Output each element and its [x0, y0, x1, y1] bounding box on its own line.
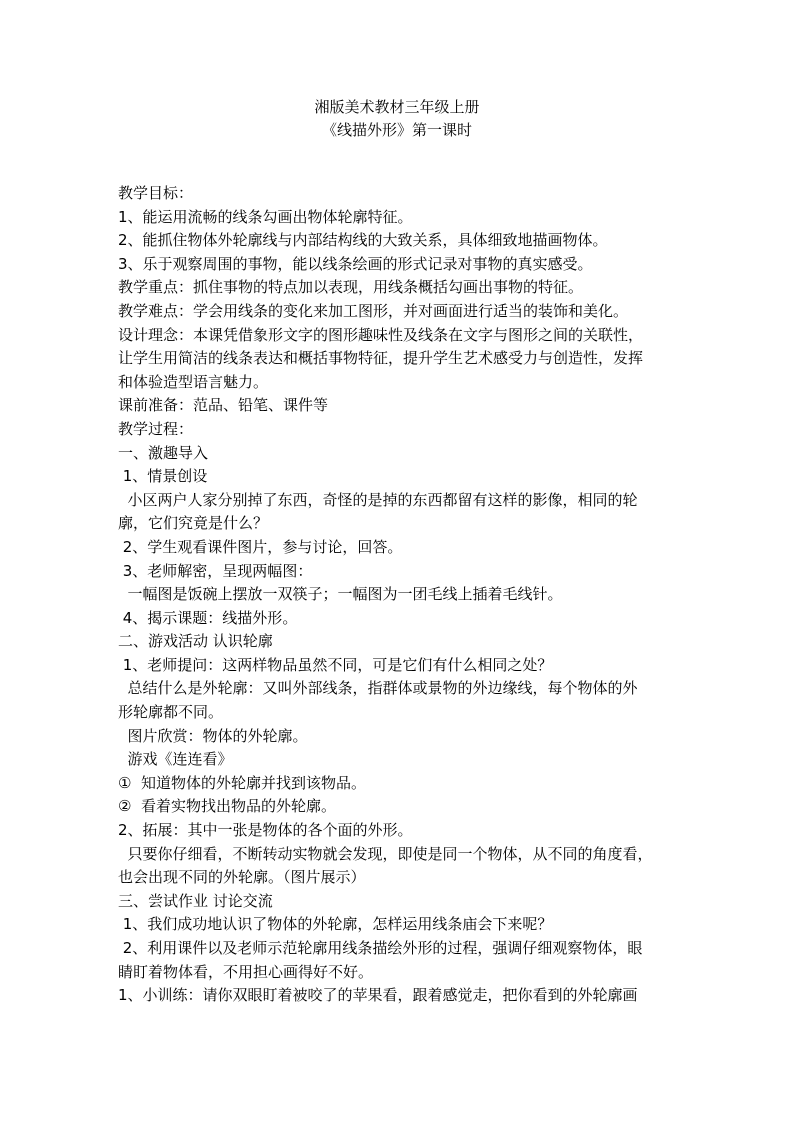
text-line: 形轮廓都不同。 [118, 703, 224, 722]
text-line: 图片欣赏：物体的外轮廓。 [118, 726, 308, 745]
lesson-title: 《线描外形》第一课时 [321, 121, 472, 139]
text-line: 设计理念：本课凭借象形文字的图形趣味性及线条在文字与图形之间的关联性， [118, 325, 644, 344]
text-line: 廓，它们究竟是什么？ [118, 514, 269, 533]
text-line: 2、学生观看课件图片，参与讨论，回答。 [118, 537, 403, 556]
text-line: 课前准备：范品、铅笔、课件等 [118, 396, 329, 415]
text-line: 教学难点：学会用线条的变化来加工图形，并对画面进行适当的装饰和美化。 [118, 301, 629, 320]
text-line: 1、小训练：请你双眼盯着被咬了的苹果看，跟着感觉走，把你看到的外轮廓画 [118, 986, 638, 1005]
text-line: ② 看着实物找出物品的外轮廓。 [118, 797, 336, 816]
text-line: 教学目标： [118, 184, 194, 202]
text-line: 也会出现不同的外轮廓。（图片展示） [118, 868, 366, 887]
text-line: 2、能抓住物体外轮廓线与内部结构线的大致关系，具体细致地描画物体。 [118, 231, 608, 250]
text-line: 1、能运用流畅的线条勾画出物体轮廓特征。 [118, 207, 413, 226]
text-line: 1、我们成功地认识了物体的外轮廓，怎样运用线条庙会下来呢？ [118, 915, 553, 934]
text-line: 1、情景创设 [118, 467, 208, 486]
text-line: 3、乐于观察周围的事物，能以线条绘画的形式记录对事物的真实感受。 [118, 254, 593, 273]
text-line: 2、拓展：其中一张是物体的各个面的外形。 [118, 821, 413, 840]
text-line: 一幅图是饭碗上摆放一双筷子；一幅图为一团毛线上插着毛线针。 [118, 585, 563, 604]
text-line: 一、激趣导入 [118, 443, 209, 462]
document-title: 湘版美术教材三年级上册 [314, 98, 480, 116]
text-line: 教学过程： [118, 419, 194, 438]
text-line: 教学重点：抓住事物的特点加以表现，用线条概括勾画出事物的特征。 [118, 278, 584, 297]
text-line: 只要你仔细看，不断转动实物就会发现，即使是同一个物体，从不同的角度看， [118, 844, 653, 863]
text-line: 和体验造型语言魅力。 [118, 372, 269, 391]
text-line: 3、老师解密，呈现两幅图： [118, 561, 313, 580]
text-line: ① 知道物体的外轮廓并找到该物品。 [118, 773, 366, 792]
text-line: 让学生用简洁的线条表达和概括事物特征，提升学生艺术感受力与创造性，发挥 [118, 349, 644, 368]
text-line: 二、游戏活动 认识轮廓 [118, 632, 273, 651]
document-body [118, 182, 688, 1008]
text-line: 三、尝试作业 讨论交流 [118, 891, 273, 910]
text-line: 2、利用课件以及老师示范轮廓用线条描绘外形的过程，强调仔细观察物体，眼 [118, 939, 643, 957]
text-line: 小区两户人家分别掉了东西，奇怪的是掉的东西都留有这样的影像，相同的轮 [118, 490, 638, 509]
text-line: 1、老师提问：这两样物品虽然不同，可是它们有什么相同之处？ [118, 655, 553, 674]
text-line: 游戏《连连看》 [118, 750, 233, 769]
text-line: 总结什么是外轮廓：又叫外部线条，指群体或景物的外边缘线，每个物体的外 [118, 679, 638, 698]
text-line: 睛盯着物体看，不用担心画得好不好。 [118, 962, 374, 981]
text-line: 4、揭示课题：线描外形。 [118, 608, 298, 627]
